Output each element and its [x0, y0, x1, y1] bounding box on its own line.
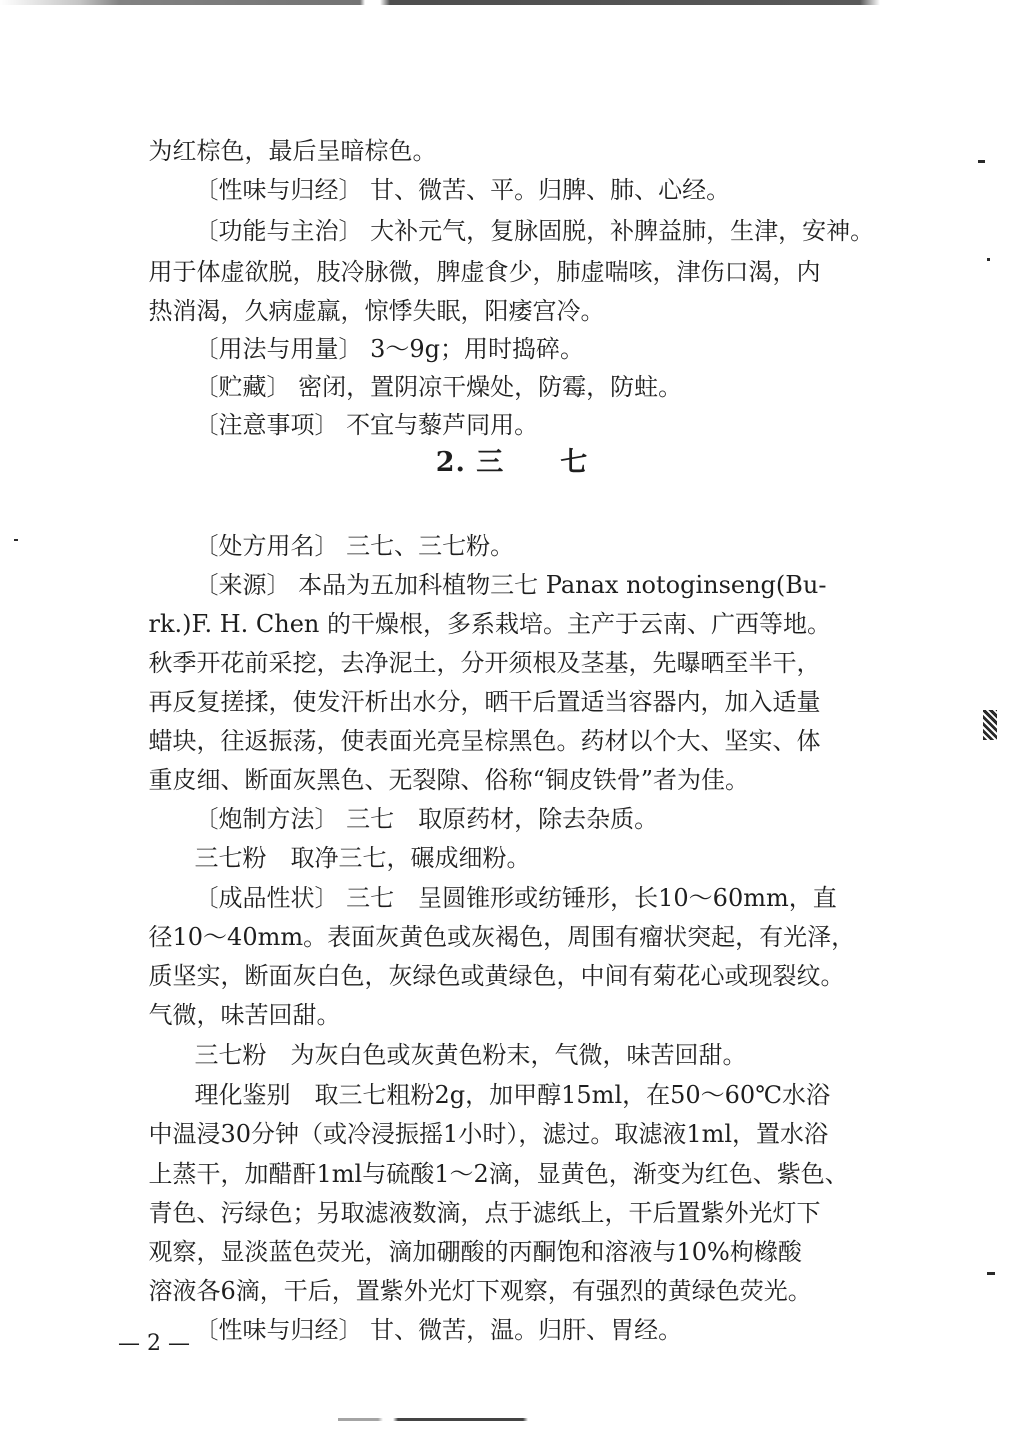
text-line [0, 735, 1024, 794]
line-text: 溶液各6滴，干后，置紫外光灯下观察，有强烈的黄绿色荧光。 [148, 1277, 812, 1305]
text-line [0, 853, 1024, 912]
text-line [0, 106, 1024, 165]
text-line [0, 342, 1024, 401]
line-text: 〔贮藏〕 密闭，置阴凉干燥处，防霉，防蛀。 [194, 373, 683, 401]
text-line [0, 1010, 1024, 1069]
page-number: — 2 — [118, 1331, 190, 1356]
section-heading: 2. 三 七 [435, 447, 589, 478]
text-line [0, 186, 1024, 245]
text-line [0, 1207, 1024, 1266]
line-text: 观察，显淡蓝色荧光，滴加硼酸的丙酮饱和溶液与10%枸橼酸 [148, 1238, 802, 1266]
line-text: 重皮细、断面灰黑色、无裂隙、俗称“铜皮铁骨”者为佳。 [148, 766, 750, 794]
text-line [0, 579, 1024, 638]
line-text: 〔性味与归经〕 甘、微苦、平。归脾、肺、心经。 [194, 176, 731, 204]
line-text: 〔性味与归经〕 甘、微苦，温。归肝、胃经。 [194, 1316, 683, 1344]
line-text: 为红棕色，最后呈暗棕色。 [148, 137, 437, 165]
text-line [0, 501, 1024, 560]
text-line [0, 696, 1024, 755]
line-text: 热消渴，久病虚羸，惊悸失眠，阳痿宫冷。 [148, 297, 605, 325]
line-text: 〔用法与用量〕 3～9g；用时捣碎。 [194, 335, 585, 363]
text-line [0, 892, 1024, 951]
line-text: 质坚实，断面灰白色，灰绿色或黄绿色，中间有菊花心或现裂纹。 [148, 962, 845, 990]
line-text: 蜡块，往返振荡，使表面光亮呈棕黑色。药材以个大、坚实、体 [148, 727, 821, 755]
text-line [0, 618, 1024, 677]
line-text: 〔处方用名〕 三七、三七粉。 [194, 532, 515, 560]
text-line [0, 540, 1024, 599]
text-line [0, 931, 1024, 990]
line-text: 径10～40mm。表面灰黄色或灰褐色，周围有瘤状突起，有光泽， [148, 923, 856, 951]
text-line [0, 227, 1024, 286]
line-text: 上蒸干，加醋酐1ml与硫酸1～2滴，显黄色，渐变为红色、紫色、 [148, 1160, 849, 1188]
line-text: 理化鉴别 取三七粗粉2g，加甲醇15ml，在50～60℃水浴 [194, 1081, 831, 1109]
line-text: 三七粉 取净三七，碾成细粉。 [194, 844, 531, 872]
line-text: 〔注意事项〕 不宜与藜芦同用。 [194, 411, 539, 439]
text-line [0, 145, 1024, 204]
line-text: 〔成品性状〕 三七 呈圆锥形或纺锤形，长10～60mm，直 [194, 884, 837, 912]
text-line [0, 970, 1024, 1029]
line-text: 用于体虚欲脱，肢冷脉微，脾虚食少，肺虚喘咳，津伤口渴，内 [148, 258, 821, 286]
text-line [0, 304, 1024, 363]
line-text: 〔炮制方法〕 三七 取原药材，除去杂质。 [194, 805, 659, 833]
text-line [0, 774, 1024, 833]
line-text: rk.)F. H. Chen 的干燥根，多系栽培。主产于云南、广西等地。 [148, 610, 831, 638]
line-text: 三七粉 为灰白色或灰黄色粉末，气微，味苦回甜。 [194, 1041, 747, 1069]
line-text: 气微，味苦回甜。 [148, 1001, 341, 1029]
text-line [0, 380, 1024, 439]
line-text: 青色、污绿色；另取滤液数滴，点于滤纸上，干后置紫外光灯下 [148, 1199, 821, 1227]
text-line [0, 1246, 1024, 1305]
line-text: 中温浸30分钟（或冷浸振摇1小时），滤过。取滤液1ml，置水浴 [148, 1120, 829, 1148]
line-text: 〔功能与主治〕 大补元气，复脉固脱，补脾益肺，生津，安神。 [194, 217, 875, 245]
text-line [0, 1129, 1024, 1188]
text-line [0, 266, 1024, 325]
text-line [0, 1089, 1024, 1148]
text-line [0, 813, 1024, 872]
line-text: 秋季开花前采挖，去净泥土，分开须根及茎基，先曝晒至半干， [148, 649, 821, 677]
text-line [0, 657, 1024, 716]
text-line [0, 1050, 1024, 1109]
text-line [0, 1168, 1024, 1227]
line-text: 再反复搓揉，使发汗析出水分，晒干后置适当容器内，加入适量 [148, 688, 821, 716]
text-line [0, 1285, 1024, 1344]
line-text: 〔来源〕 本品为五加科植物三七 Panax notoginseng(Bu- [194, 571, 827, 599]
